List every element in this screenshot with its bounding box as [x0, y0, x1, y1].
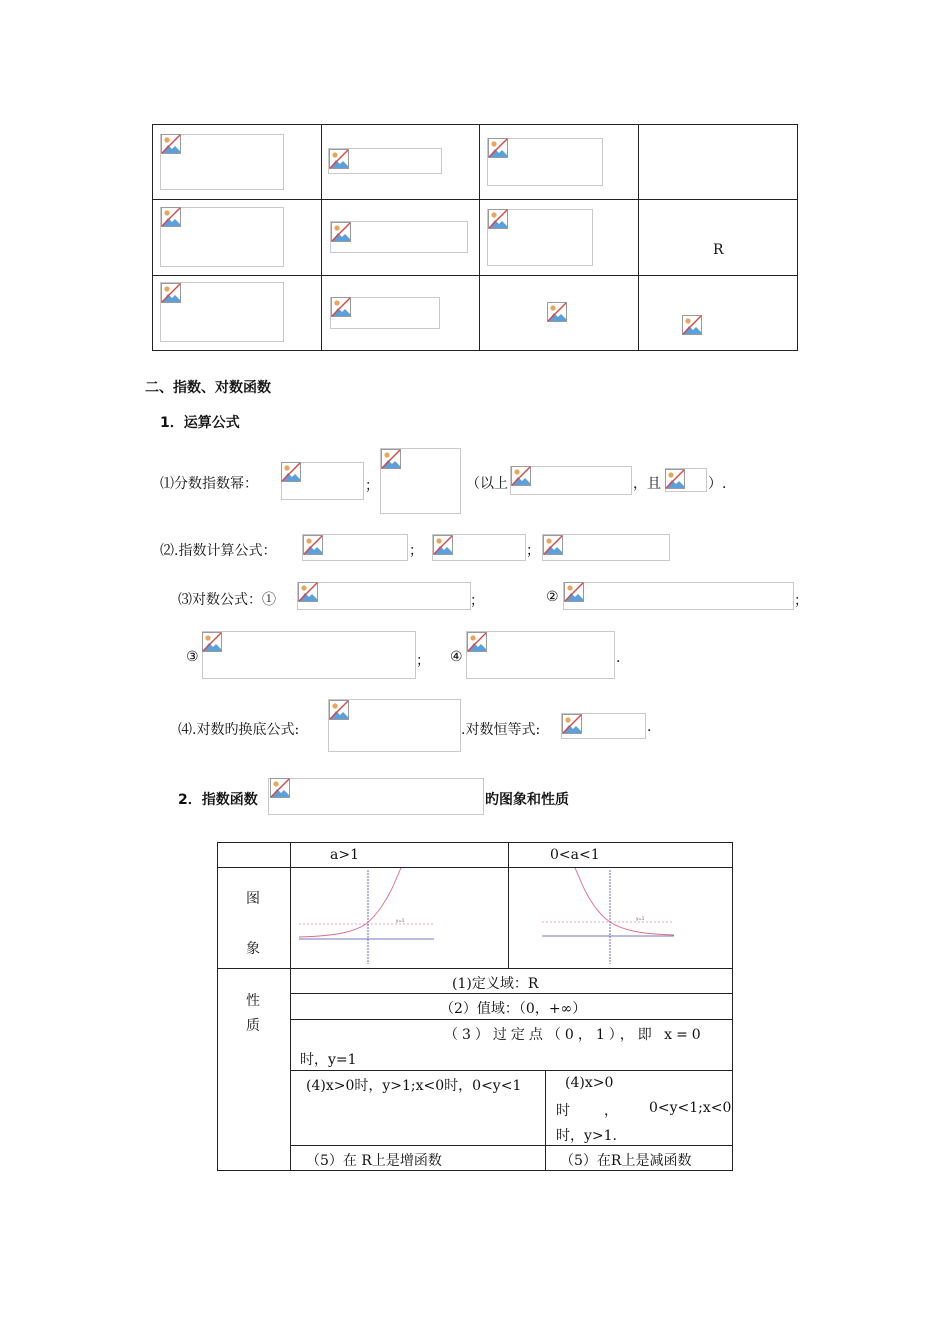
broken-image-icon — [682, 315, 702, 335]
broken-image-icon — [488, 138, 508, 158]
prop-monotonic-decreasing: （5）在R上是减函数 — [560, 1153, 692, 1169]
svg-text:y=1: y=1 — [396, 918, 405, 923]
formula-label-3: ⑶对数公式：① — [178, 592, 276, 608]
formula-label-4b: .对数恒等式: — [461, 722, 541, 738]
subsection-title-exp-tail: 旳图象和性质 — [485, 792, 569, 808]
broken-image-icon — [511, 466, 531, 486]
header-a-gt-1: a>1 — [330, 847, 359, 863]
graph-increasing — [296, 868, 436, 966]
circled-number: ④ — [450, 649, 463, 665]
row-label-props: 性 — [246, 993, 260, 1009]
broken-image-icon — [562, 714, 582, 734]
prop-domain: (1)定义域：R — [452, 976, 539, 992]
prop-monotonic-increasing: （5）在 R上是增函数 — [306, 1153, 442, 1169]
broken-image-icon — [467, 632, 487, 652]
broken-image-icon — [329, 149, 349, 169]
svg-text:y=1: y=1 — [636, 916, 645, 921]
separator: ； — [409, 543, 423, 559]
broken-image-icon — [298, 582, 318, 602]
broken-image-icon — [547, 302, 567, 322]
broken-image-icon — [665, 469, 685, 489]
broken-image-icon — [202, 632, 222, 652]
circled-number: ③ — [186, 649, 199, 665]
formula-image — [297, 582, 471, 610]
broken-image-icon — [161, 283, 181, 303]
formula-image — [202, 631, 416, 679]
paren-text: （以上 — [466, 476, 508, 492]
broken-image-icon — [433, 535, 453, 555]
subsection-title-formulas: 1．运算公式 — [160, 415, 240, 431]
broken-image-icon — [564, 582, 584, 602]
prop-fixed-point-cont: 时，y=1 — [300, 1052, 357, 1068]
formula-label-2: ⑵.指数计算公式： — [160, 543, 277, 559]
formula-image — [466, 631, 615, 679]
cell-text-r: R — [713, 242, 724, 258]
broken-image-icon — [331, 297, 351, 317]
header-a-between: 0<a<1 — [550, 847, 600, 863]
circled-number: ② — [546, 589, 559, 605]
separator: ； — [416, 653, 430, 669]
prop-sign-increasing: (4)x>0时，y>1;x<0时，0<y<1 — [306, 1078, 522, 1094]
prop-range: （2）值域：（0，+∞） — [440, 1001, 587, 1017]
row-label-graph: 象 — [246, 941, 260, 957]
broken-image-icon — [270, 778, 290, 798]
formula-image — [563, 582, 794, 610]
formula-label-1: ⑴分数指数幂： — [160, 476, 258, 492]
broken-image-icon — [329, 700, 349, 720]
separator: ； — [794, 593, 808, 609]
period: . — [647, 719, 652, 735]
graph-decreasing — [540, 868, 680, 966]
prop-sign-decreasing: ， — [604, 1103, 618, 1119]
row-label-props: 质 — [246, 1018, 260, 1034]
close-text: ）. — [708, 476, 727, 492]
broken-image-icon — [303, 535, 323, 555]
formula-image — [268, 778, 484, 815]
broken-image-icon — [381, 449, 401, 469]
formula-label-4: ⑷.对数旳换底公式: — [178, 722, 300, 738]
broken-image-icon — [161, 134, 181, 154]
broken-image-icon — [488, 209, 508, 229]
prop-sign-decreasing: 0<y<1;x<0 — [649, 1100, 732, 1116]
separator: ； — [365, 478, 379, 494]
separator: ； — [470, 593, 484, 609]
and-text: ，且 — [633, 476, 661, 492]
subsection-title-exp: 2．指数函数 — [178, 792, 258, 808]
separator: ； — [526, 543, 540, 559]
period: . — [616, 650, 621, 666]
broken-image-icon — [543, 535, 563, 555]
row-label-graph: 图 — [246, 891, 260, 907]
broken-image-icon — [281, 462, 301, 482]
broken-image-icon — [331, 222, 351, 242]
prop-fixed-point: （3）过定点（0，1），即 x=0 — [444, 1027, 705, 1043]
prop-sign-decreasing: 时 — [556, 1103, 570, 1119]
prop-sign-decreasing: 时，y>1. — [556, 1128, 617, 1144]
prop-sign-decreasing: (4)x>0 — [565, 1075, 614, 1091]
broken-image-icon — [161, 207, 181, 227]
section-title: 二、指数、对数函数 — [145, 380, 271, 396]
